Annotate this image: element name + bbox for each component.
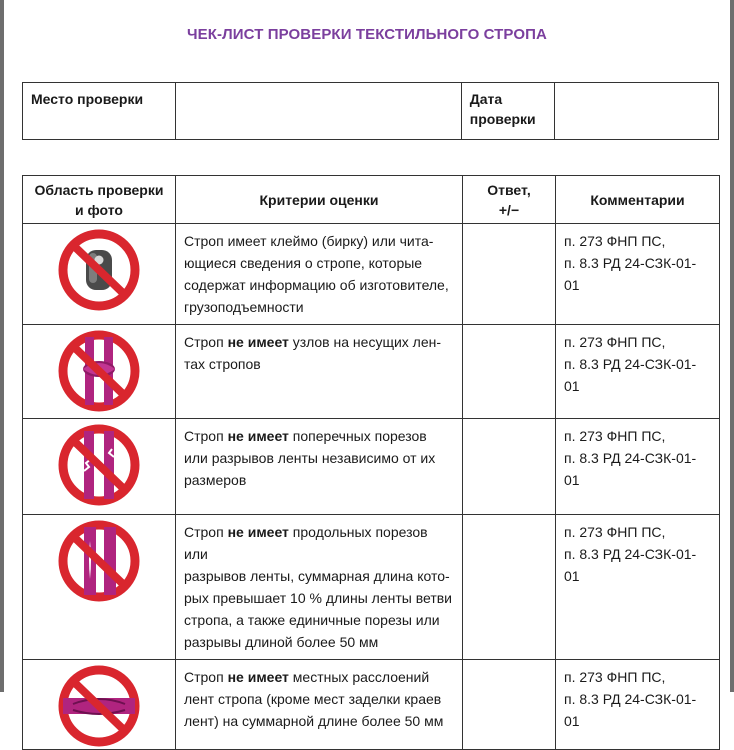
checklist-header-row xyxy=(23,176,720,224)
comment-cell: п. 273 ФНП ПС, п. 8.3 РД 24-СЗК-01-01 xyxy=(556,660,720,750)
answer-cell[interactable] xyxy=(463,419,556,515)
comment-cell: п. 273 ФНП ПС, п. 8.3 РД 24-СЗК-01-01 xyxy=(556,515,720,660)
comment-cell: п. 273 ФНП ПС, п. 8.3 РД 24-СЗК-01-01 xyxy=(556,325,720,419)
page-left-rule xyxy=(0,0,4,692)
knotted-strap-icon xyxy=(57,329,141,413)
cut-strap-icon xyxy=(57,423,141,507)
header-area: Область проверки и фото xyxy=(23,176,176,224)
place-field[interactable] xyxy=(176,83,462,139)
answer-cell[interactable] xyxy=(463,224,556,325)
comment-cell: п. 273 ФНП ПС, п. 8.3 РД 24-СЗК-01-01 xyxy=(556,419,720,515)
area-photo-cell xyxy=(23,660,176,750)
table-row xyxy=(23,660,720,750)
table-row xyxy=(23,515,720,660)
table-row xyxy=(23,325,720,419)
page-right-rule xyxy=(730,0,734,692)
answer-cell[interactable] xyxy=(463,325,556,419)
tag-icon xyxy=(57,228,141,312)
inspection-meta-table xyxy=(22,82,719,140)
criteria-cell: Строп не имеет местных расслоений лент стропа (кроме мест заделки краев лент) на суммарной длине более 50 мм xyxy=(176,660,463,750)
comment-cell: п. 273 ФНП ПС, п. 8.3 РД 24-СЗК-01-01 xyxy=(556,224,720,325)
criteria-cell: Строп не имеет узлов на несущих лен- тах стропов xyxy=(176,325,463,419)
page-title: ЧЕК-ЛИСТ ПРОВЕРКИ ТЕКСТИЛЬНОГО СТРОПА xyxy=(187,26,547,43)
header-answer: Ответ, +/− xyxy=(463,176,556,224)
area-photo-cell xyxy=(23,419,176,515)
area-photo-cell xyxy=(23,224,176,325)
checklist-table xyxy=(22,175,720,750)
header-criteria: Критерии оценки xyxy=(176,176,463,224)
delaminated-strap-icon xyxy=(57,664,141,748)
header-comments: Комментарии xyxy=(556,176,720,224)
torn-strap-icon xyxy=(57,519,141,603)
place-label: Место проверки xyxy=(23,83,176,139)
answer-cell[interactable] xyxy=(463,515,556,660)
date-label: Дата проверки xyxy=(462,83,555,139)
area-photo-cell xyxy=(23,325,176,419)
answer-cell[interactable] xyxy=(463,660,556,750)
criteria-cell: Строп имеет клеймо (бирку) или чита- ющиеся сведения о стропе, которые содержат информацию об изготовителе, грузоподъемности xyxy=(176,224,463,325)
area-photo-cell xyxy=(23,515,176,660)
date-field[interactable] xyxy=(555,83,719,139)
table-row xyxy=(23,224,720,325)
criteria-cell: Строп не имеет продольных порезов или разрывов ленты, суммарная длина кото- рых превышает 10 % длины ленты ветви стропа, а также единичные порезы или разрывы длиной более 50 мм xyxy=(176,515,463,660)
criteria-cell: Строп не имеет поперечных порезов или разрывов ленты независимо от их размеров xyxy=(176,419,463,515)
table-row xyxy=(23,419,720,515)
